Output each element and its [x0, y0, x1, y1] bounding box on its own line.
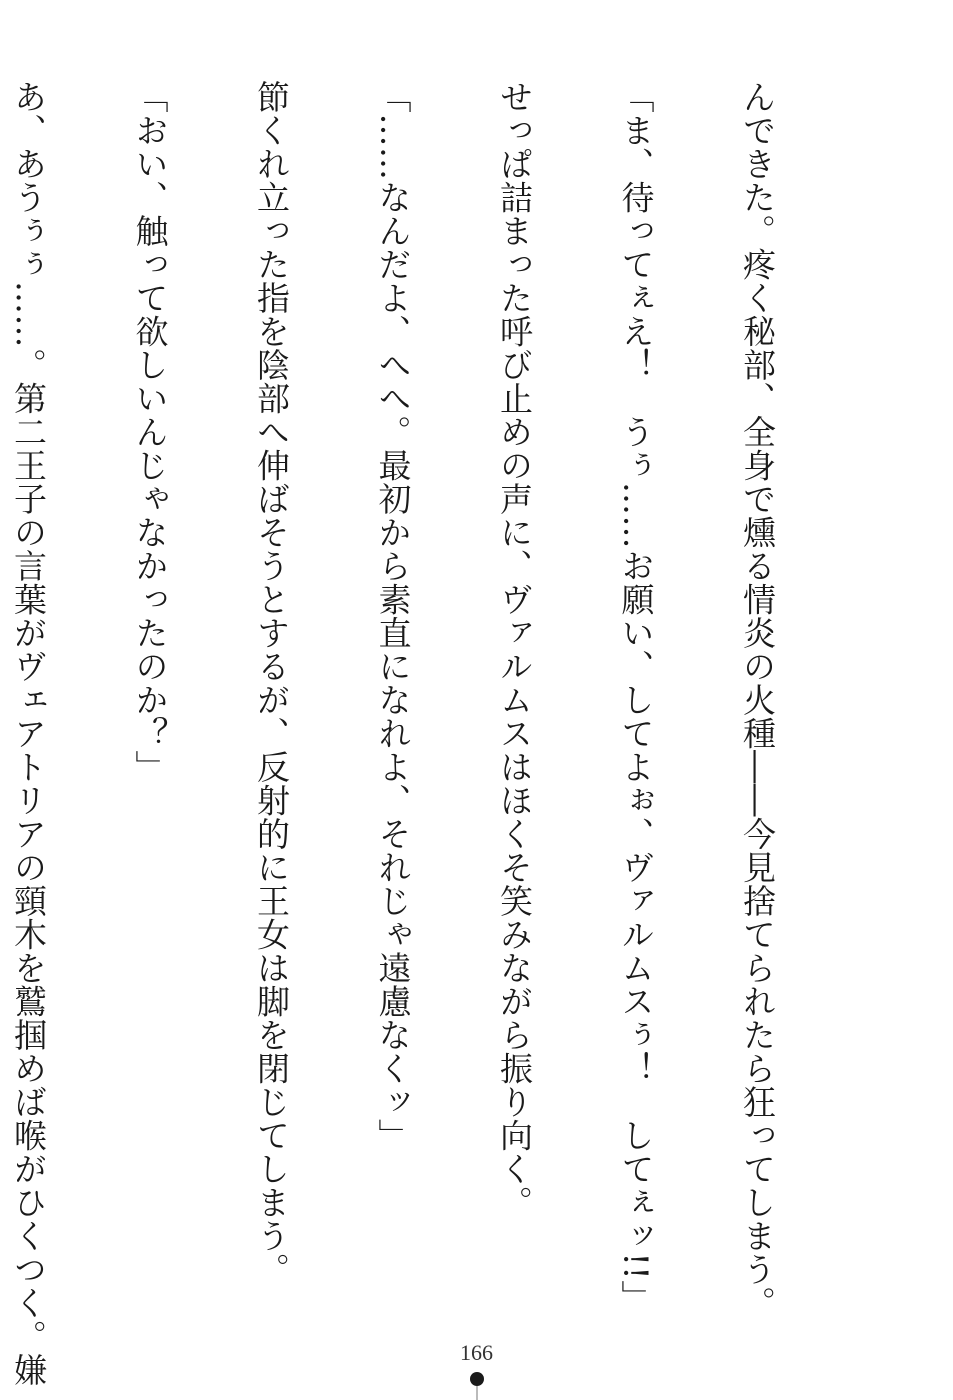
page-marker-rule: [476, 1386, 478, 1400]
text-line: 「……なんだよ、へへ。最初から素直になれよ、それじゃ遠慮なくッ」: [373, 80, 413, 1152]
page-marker-dot: [470, 1372, 484, 1386]
page-number: 166: [460, 1340, 493, 1365]
text-line: せっぱ詰まった呼び止めの声に、ヴァルムスはほくそ笑みながら振り向く。: [495, 80, 534, 1219]
text-line: 「ま、待ってぇえ！ うぅ……お願い、してよぉ、ヴァルムスぅ！ してぇッ!!」: [616, 80, 656, 1314]
text-line: 節くれ立った指を陰部へ伸ばそうとするが、反射的に王女は脚を閉じてしまう。: [252, 80, 291, 1286]
text-line: 「おい、触って欲しいんじゃなかったのか？」: [130, 80, 170, 784]
text-line: あ、あうぅぅ……。第二王子の言葉がヴェアトリアの頸木を鷲掴めば喉がひくつく。嫌: [9, 80, 48, 1387]
text-line: んできた。疼く秘部、全身で燻る情炎の火種――今見捨てられたら狂ってしまう。: [738, 80, 777, 1320]
